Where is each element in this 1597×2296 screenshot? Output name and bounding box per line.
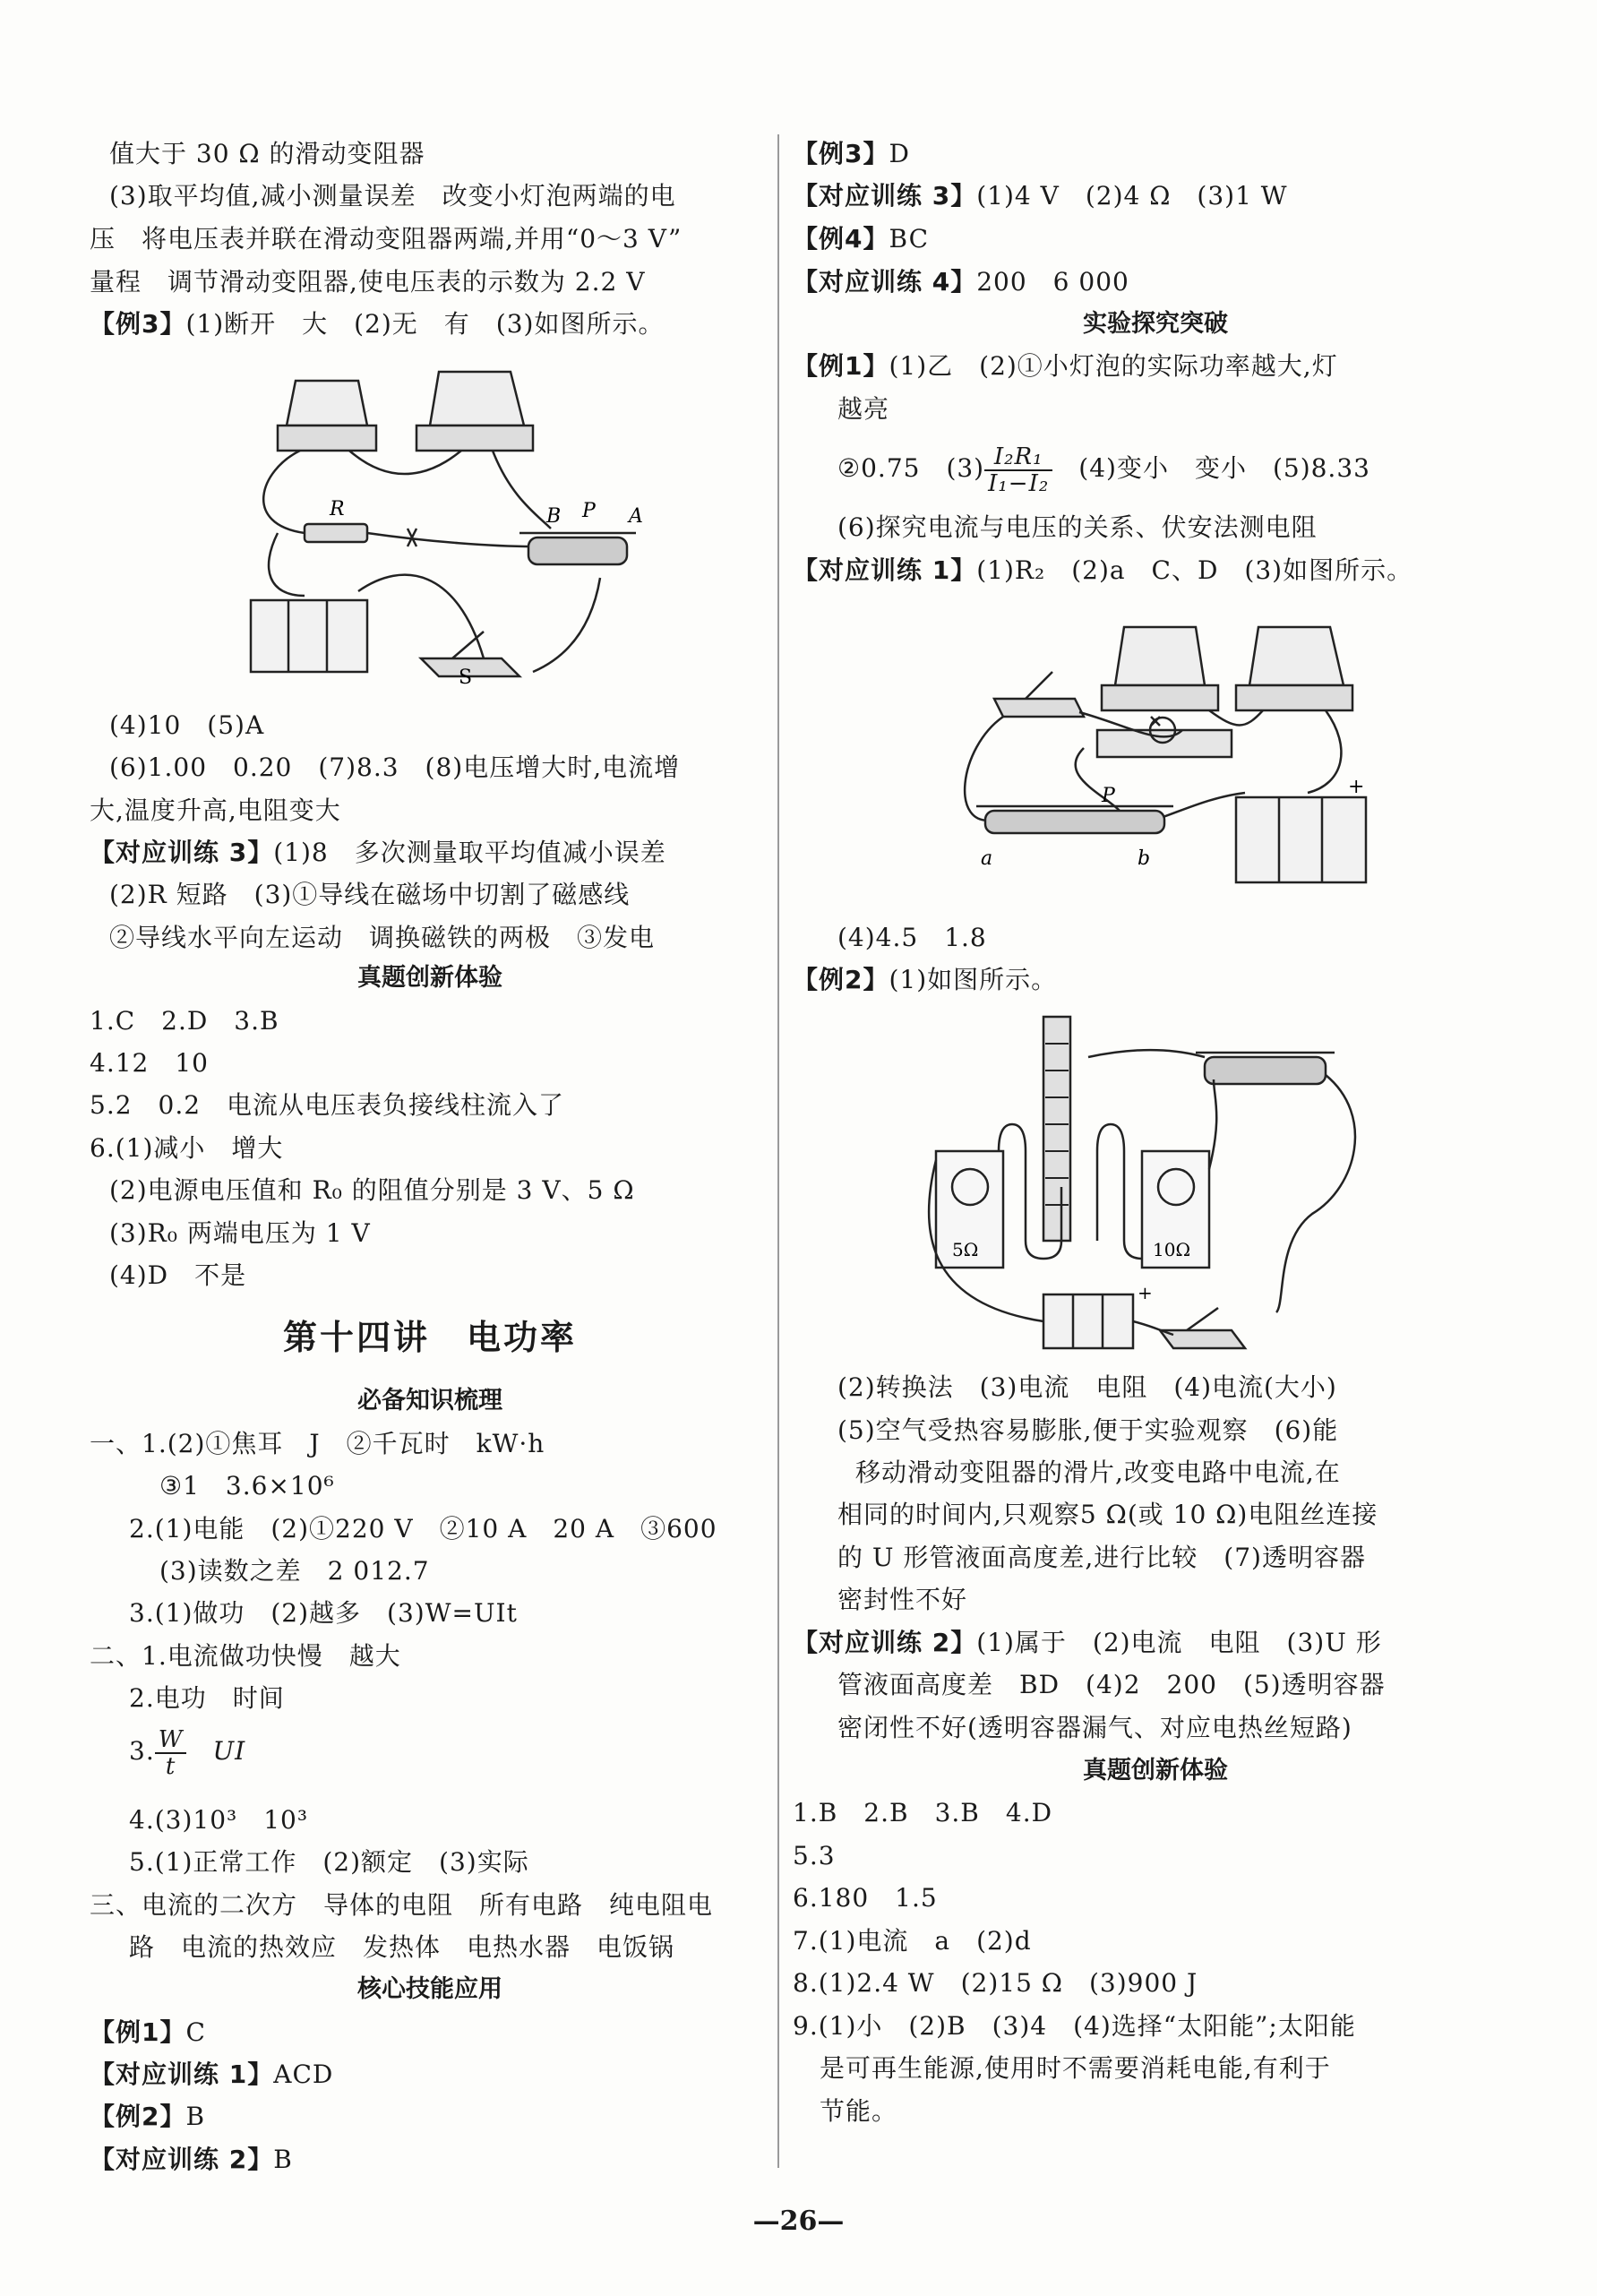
answer-text: (1)属于 (2)电流 电阻 (3)U 形 — [976, 1628, 1382, 1657]
answer-text: B — [273, 2145, 293, 2174]
experiment-diagram — [927, 1008, 1384, 1357]
label-5-ohm: 5Ω — [952, 1239, 979, 1260]
answer-line — [793, 439, 1370, 498]
answer-line: 管液面高度差 BD (4)2 200 (5)透明容器 — [837, 1670, 1386, 1699]
label-S: S — [459, 666, 473, 685]
answer-line — [90, 2017, 206, 2048]
answer-line: (6)探究电流与电压的关系、伏安法测电阻 — [837, 512, 1318, 542]
answer-line: 9.(1)小 (2)B (3)4 (4)选择“太阳能”;太阳能 — [793, 2011, 1356, 2041]
answer-line: 5.(1)正常工作 (2)额定 (3)实际 — [129, 1847, 529, 1877]
answer-line: 量程 调节滑动变阻器,使电压表的示数为 2.2 V — [90, 267, 646, 297]
fraction — [984, 444, 1052, 496]
label-plus: + — [1348, 776, 1365, 798]
answer-line: 1.C 2.D 3.B — [90, 1006, 279, 1036]
circuit-figure-1 — [224, 363, 654, 685]
answer-line: 压 将电压表并联在滑动变阻器两端,并用“0～3 V” — [90, 224, 683, 254]
answer-text: UI — [212, 1736, 246, 1766]
label-B: B — [546, 505, 562, 528]
answer-line: 5.2 0.2 电流从电压表负接线柱流入了 — [90, 1090, 565, 1120]
section-heading: 必备知识梳理 — [357, 1387, 502, 1415]
circuit-diagram — [224, 363, 654, 685]
answer-line: 是可再生能源,使用时不需要消耗电能,有利于 — [820, 2053, 1331, 2083]
answer-tag: 【对应训练 2】 — [793, 1628, 977, 1657]
answer-line: 路 电流的热效应 发热体 电热水器 电饭锅 — [129, 1932, 675, 1962]
answer-tag: 【例1】 — [793, 351, 889, 381]
section-heading: 真题创新体验 — [1083, 1757, 1228, 1784]
answer-text: D — [889, 139, 910, 168]
answer-text: (1)R₂ (2)a C、D (3)如图所示。 — [976, 555, 1413, 585]
answer-text: (1)4 V (2)4 Ω (3)1 W — [976, 181, 1288, 211]
answer-text: BC — [889, 224, 930, 254]
answer-text: (1)8 多次测量取平均值减小误差 — [273, 838, 666, 867]
answer-line — [793, 224, 929, 254]
answer-line: (5)空气受热容易膨胀,便于实验观察 (6)能 — [837, 1415, 1339, 1445]
answer-line: 值大于 30 Ω 的滑动变阻器 — [109, 139, 425, 168]
label-plus: + — [1138, 1282, 1153, 1303]
answer-tag: 【例3】 — [793, 139, 889, 168]
answer-line: (4)4.5 1.8 — [837, 923, 987, 952]
answer-line: 8.(1)2.4 W (2)15 Ω (3)900 J — [793, 1968, 1198, 1998]
fraction-numerator: I₂R₁ — [984, 444, 1052, 471]
answer-line: 4.12 10 — [90, 1048, 209, 1078]
answer-text: ACD — [273, 2060, 334, 2089]
circuit-diagram — [949, 605, 1397, 891]
answer-line: (3)R₀ 两端电压为 1 V — [109, 1218, 371, 1248]
answer-tag: 【例2】 — [90, 2102, 186, 2131]
answer-line: (3)取平均值,减小测量误差 改变小灯泡两端的电 — [109, 181, 676, 211]
answer-tag: 【对应训练 3】 — [90, 838, 274, 867]
answer-line: 1.B 2.B 3.B 4.D — [793, 1798, 1053, 1827]
answer-line: 7.(1)电流 a (2)d — [793, 1926, 1032, 1956]
answer-line — [90, 1724, 245, 1779]
answer-line — [90, 2102, 205, 2132]
answer-line: (2)R 短路 (3)①导线在磁场中切割了磁感线 — [109, 880, 631, 909]
answer-line: 三、电流的二次方 导体的电阻 所有电路 纯电阻电 — [90, 1890, 714, 1920]
answer-text: (1)断开 大 (2)无 有 (3)如图所示。 — [185, 309, 665, 339]
answer-line — [90, 2060, 333, 2090]
answer-line: ②导线水平向左运动 调换磁铁的两极 ③发电 — [109, 923, 656, 952]
answer-line — [90, 309, 664, 340]
answer-tag: 【例3】 — [90, 309, 186, 339]
answer-line: (2)电源电压值和 R₀ 的阻值分别是 3 V、5 Ω — [109, 1175, 635, 1205]
answer-line: 6.180 1.5 — [793, 1883, 938, 1913]
answer-line: (4)10 (5)A — [109, 710, 265, 740]
answer-line: 2.电功 时间 — [129, 1683, 285, 1713]
page-number: —26— — [752, 2206, 845, 2237]
answer-line: 相同的时间内,只观察5 Ω(或 10 Ω)电阻丝连接 — [837, 1500, 1378, 1529]
label-10-ohm: 10Ω — [1153, 1239, 1191, 1260]
answer-line: (3)读数之差 2 012.7 — [159, 1556, 430, 1586]
answer-line — [793, 1628, 1382, 1658]
answer-tag: 【对应训练 3】 — [793, 181, 977, 211]
answer-tag: 【对应训练 4】 — [793, 267, 977, 297]
answer-line: ③1 3.6×10⁶ — [159, 1471, 335, 1501]
label-P: P — [582, 500, 596, 522]
answer-tag: 【对应训练 2】 — [90, 2145, 274, 2174]
section-heading: 核心技能应用 — [357, 1975, 502, 2003]
answer-line: 5.3 — [793, 1841, 836, 1870]
answer-text: C — [185, 2017, 206, 2047]
answer-line: 一、1.(2)①焦耳 J ②千瓦时 kW·h — [90, 1429, 545, 1458]
answer-tag: 【对应训练 1】 — [90, 2060, 274, 2089]
fraction-denominator: t — [165, 1752, 176, 1780]
answer-line: 的 U 形管液面高度差,进行比较 (7)透明容器 — [837, 1543, 1366, 1572]
answer-text: B — [185, 2102, 206, 2131]
answer-line — [793, 181, 1288, 211]
answer-tag: 【对应训练 1】 — [793, 555, 977, 585]
answer-text: (1)乙 (2)①小灯泡的实际功率越大,灯 — [889, 351, 1338, 381]
label-R: R — [330, 498, 345, 520]
answer-line: 越亮 — [837, 394, 890, 424]
answer-line — [90, 838, 666, 868]
answer-line: 密闭性不好(透明容器漏气、对应电热丝短路) — [837, 1713, 1352, 1742]
fraction — [155, 1727, 187, 1779]
circuit-figure-2 — [949, 605, 1397, 891]
answer-line: 4.(3)10³ 10³ — [129, 1805, 309, 1835]
answer-line — [793, 555, 1412, 586]
column-divider — [777, 134, 779, 2168]
answer-text: ②0.75 (3) — [837, 453, 985, 483]
answer-line: 二、1.电流做功快慢 越大 — [90, 1641, 401, 1671]
answer-tag: 【例1】 — [90, 2017, 186, 2047]
answer-line: 3.(1)做功 (2)越多 (3)W=UIt — [129, 1598, 518, 1628]
answer-line: 2.(1)电能 (2)①220 V ②10 A 20 A ③600 — [129, 1514, 717, 1544]
answer-line — [793, 965, 1057, 995]
answer-line — [793, 267, 1129, 297]
answer-line: 6.(1)减小 增大 — [90, 1133, 284, 1163]
section-heading: 实验探究突破 — [1083, 310, 1228, 338]
answer-line — [793, 351, 1338, 382]
label-P: P — [1102, 785, 1115, 807]
label-A: A — [629, 505, 643, 528]
answer-text: 200 6 000 — [976, 267, 1129, 297]
answer-line: (2)转换法 (3)电流 电阻 (4)电流(大小) — [837, 1372, 1337, 1402]
answer-text: (1)如图所示。 — [889, 965, 1058, 994]
label-a: a — [981, 847, 993, 870]
answer-line — [90, 2145, 293, 2175]
fraction-numerator: W — [155, 1727, 187, 1754]
answer-line: 密封性不好 — [837, 1585, 968, 1614]
answer-tag: 【例4】 — [793, 224, 889, 254]
answer-line: 大,温度升高,电阻变大 — [90, 795, 341, 825]
answer-line: (4)D 不是 — [109, 1260, 247, 1290]
answer-line: 移动滑动变阻器的滑片,改变电路中电流,在 — [855, 1458, 1341, 1487]
answer-tag: 【例2】 — [793, 965, 889, 994]
answer-line — [793, 139, 910, 169]
lecture-title: 第十四讲 电功率 — [282, 1318, 577, 1357]
answer-line: (6)1.00 0.20 (7)8.3 (8)电压增大时,电流增 — [109, 752, 681, 782]
answer-text: 3. — [129, 1736, 155, 1766]
answer-text: (4)变小 变小 (5)8.33 — [1078, 453, 1370, 483]
answer-line: 节能。 — [820, 2096, 898, 2126]
joule-heat-figure — [927, 1008, 1384, 1357]
section-heading: 真题创新体验 — [357, 964, 502, 992]
fraction-denominator: I₁−I₂ — [988, 469, 1050, 497]
label-b: b — [1138, 847, 1151, 870]
